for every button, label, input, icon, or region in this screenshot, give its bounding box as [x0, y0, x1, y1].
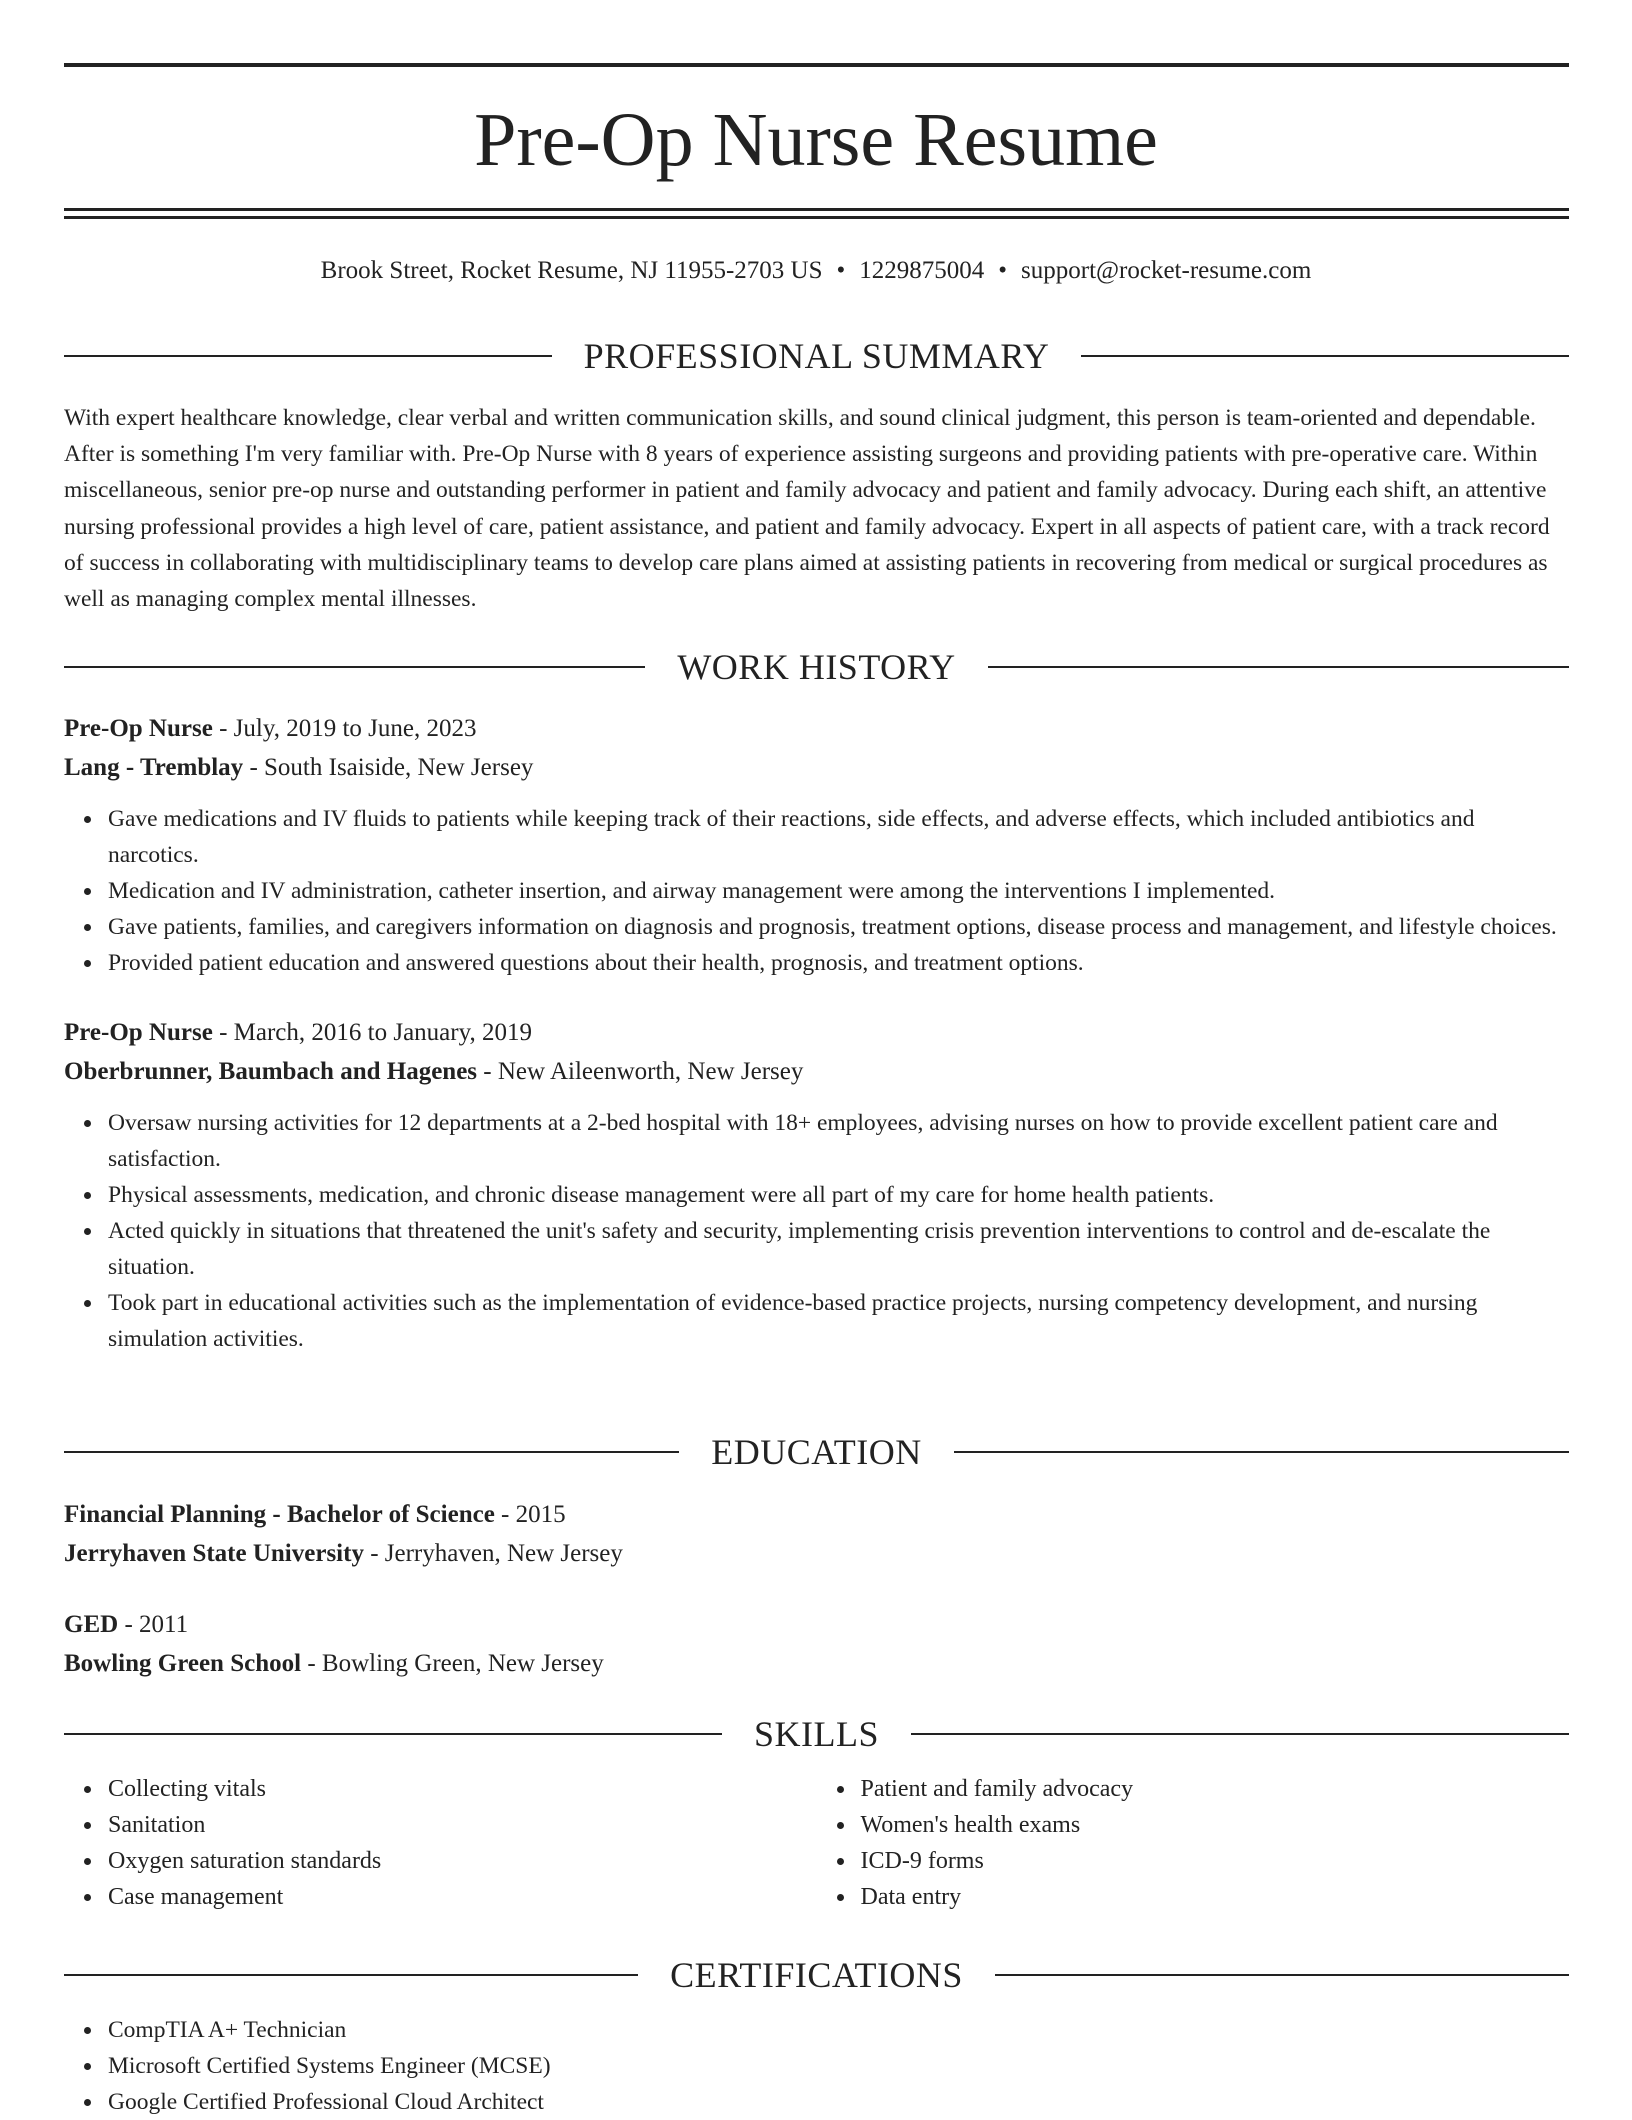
job-company-line	[64, 1052, 1569, 1091]
list-item: Women's health exams	[861, 1807, 1570, 1843]
job-bullets	[64, 801, 1569, 981]
education-location: - Jerryhaven, New Jersey	[363, 1540, 623, 1567]
job-bullets	[64, 1105, 1569, 1357]
list-item: Took part in educational activities such as the implementation of evidence-based practice projects, nursing competency development, and nursing simulation activities.	[108, 1285, 1569, 1357]
job-entry	[64, 709, 1569, 981]
divider	[64, 666, 645, 668]
contact-separator: •	[998, 257, 1008, 284]
section-heading	[64, 332, 1569, 380]
job-title-line	[64, 709, 1569, 748]
education-entry	[64, 1605, 1569, 1683]
education-degree-line	[64, 1605, 1569, 1644]
summary-text: With expert healthcare knowledge, clear verbal and written communication skills, and sound clinical judgment, this person is team-oriented and dependable. After is something I'm very familiar with. Pre-Op Nurse with 8 years of experience assisting surgeons and providing patients with pre-operative care. Within miscellaneous, senior pre-op nurse and outstanding performer in patient and family advocacy and patient and family advocacy. During each shift, an attentive nursing professional provides a high level of care, patient assistance, and patient and family advocacy. Expert in all aspects of patient care, with a track record of success in collaborating with multidisciplinary teams to develop care plans aimed at assisting patients in recovering from medical or surgical procedures as well as managing complex mental illnesses.	[64, 405, 1550, 613]
education-year: - 2015	[494, 1501, 566, 1528]
certifications-section	[64, 1951, 1569, 2120]
job-entry	[64, 1013, 1569, 1357]
header-top-rule	[64, 63, 1569, 67]
divider	[64, 1974, 638, 1976]
list-item: Gave medications and IV fluids to patients while keeping track of their reactions, side effects, and adverse effects, which included antibiotics and narcotics.	[108, 801, 1569, 873]
education-section	[64, 1428, 1569, 1683]
education-year: - 2011	[118, 1611, 189, 1638]
education-location: - Bowling Green, New Jersey	[301, 1650, 604, 1677]
section-title-work-history: WORK HISTORY	[677, 647, 956, 687]
list-item: Collecting vitals	[108, 1771, 817, 1807]
section-title-summary: PROFESSIONAL SUMMARY	[583, 336, 1050, 376]
list-item: Physical assessments, medication, and chronic disease management were all part of my care for home health patients.	[108, 1177, 1569, 1213]
work-history-section	[64, 643, 1569, 1357]
section-heading	[64, 1710, 1569, 1758]
skills-columns	[64, 1771, 1569, 1915]
section-title-skills: SKILLS	[754, 1714, 880, 1754]
divider	[1081, 355, 1569, 357]
job-dates: - July, 2019 to June, 2023	[212, 715, 477, 742]
education-degree: GED	[64, 1611, 119, 1638]
education-school: Jerryhaven State University	[64, 1540, 364, 1567]
list-item: Microsoft Certified Systems Engineer (MCSE)	[108, 2048, 1569, 2084]
education-entry	[64, 1495, 1569, 1573]
contact-email: support@rocket-resume.com	[1021, 257, 1312, 284]
summary-section	[64, 332, 1569, 617]
certifications-list	[64, 2012, 1569, 2120]
list-item: Provided patient education and answered questions about their health, prognosis, and treatment options.	[108, 945, 1569, 981]
skills-list-right	[817, 1771, 1570, 1915]
education-degree: Financial Planning - Bachelor of Science	[64, 1501, 495, 1528]
section-title-education: EDUCATION	[711, 1432, 922, 1472]
list-item: Patient and family advocacy	[861, 1771, 1570, 1807]
list-item: Medication and IV administration, catheter insertion, and airway management were among the interventions I implemented.	[108, 873, 1569, 909]
divider	[988, 666, 1569, 668]
skills-section	[64, 1710, 1569, 1915]
section-heading	[64, 1951, 1569, 1999]
header-bottom-rule-2	[64, 216, 1569, 219]
contact-separator: •	[836, 257, 846, 284]
job-location: - New Aileenworth, New Jersey	[477, 1058, 804, 1085]
job-title-line	[64, 1013, 1569, 1052]
divider	[995, 1974, 1569, 1976]
divider	[954, 1451, 1569, 1453]
contact-address: Brook Street, Rocket Resume, NJ 11955-2703 US	[320, 257, 823, 284]
divider	[64, 1733, 722, 1735]
job-title: Pre-Op Nurse	[64, 715, 213, 742]
education-degree-line	[64, 1495, 1569, 1534]
list-item: Oversaw nursing activities for 12 departments at a 2-bed hospital with 18+ employees, advising nurses on how to provide excellent patient care and satisfaction.	[108, 1105, 1569, 1177]
list-item: Gave patients, families, and caregivers information on diagnosis and prognosis, treatment options, disease process and management, and lifestyle choices.	[108, 909, 1569, 945]
section-heading	[64, 643, 1569, 691]
list-item: Case management	[108, 1879, 817, 1915]
list-item: Oxygen saturation standards	[108, 1843, 817, 1879]
job-location: - South Isaiside, New Jersey	[243, 754, 534, 781]
skills-list-left	[64, 1771, 817, 1915]
divider	[64, 1451, 679, 1453]
education-school-line	[64, 1534, 1569, 1573]
list-item: Data entry	[861, 1879, 1570, 1915]
divider	[64, 355, 552, 357]
list-item: ICD-9 forms	[861, 1843, 1570, 1879]
list-item: Acted quickly in situations that threatened the unit's safety and security, implementing crisis prevention interventions to control and de-escalate the situation.	[108, 1213, 1569, 1285]
job-title: Pre-Op Nurse	[64, 1019, 213, 1046]
list-item: Google Certified Professional Cloud Architect	[108, 2084, 1569, 2120]
list-item: Sanitation	[108, 1807, 817, 1843]
contact-phone: 1229875004	[859, 257, 985, 284]
contact-line	[0, 256, 1632, 286]
section-title-certifications: CERTIFICATIONS	[670, 1955, 963, 1995]
resume-title: Pre-Op Nurse Resume	[474, 98, 1158, 182]
education-school: Bowling Green School	[64, 1650, 302, 1677]
list-item: CompTIA A+ Technician	[108, 2012, 1569, 2048]
job-company: Lang - Tremblay	[64, 754, 244, 781]
divider	[911, 1733, 1569, 1735]
header-bottom-rule	[64, 208, 1569, 211]
job-company-line	[64, 748, 1569, 787]
job-company: Oberbrunner, Baumbach and Hagenes	[64, 1058, 478, 1085]
education-school-line	[64, 1644, 1569, 1683]
section-heading	[64, 1428, 1569, 1476]
job-dates: - March, 2016 to January, 2019	[212, 1019, 532, 1046]
